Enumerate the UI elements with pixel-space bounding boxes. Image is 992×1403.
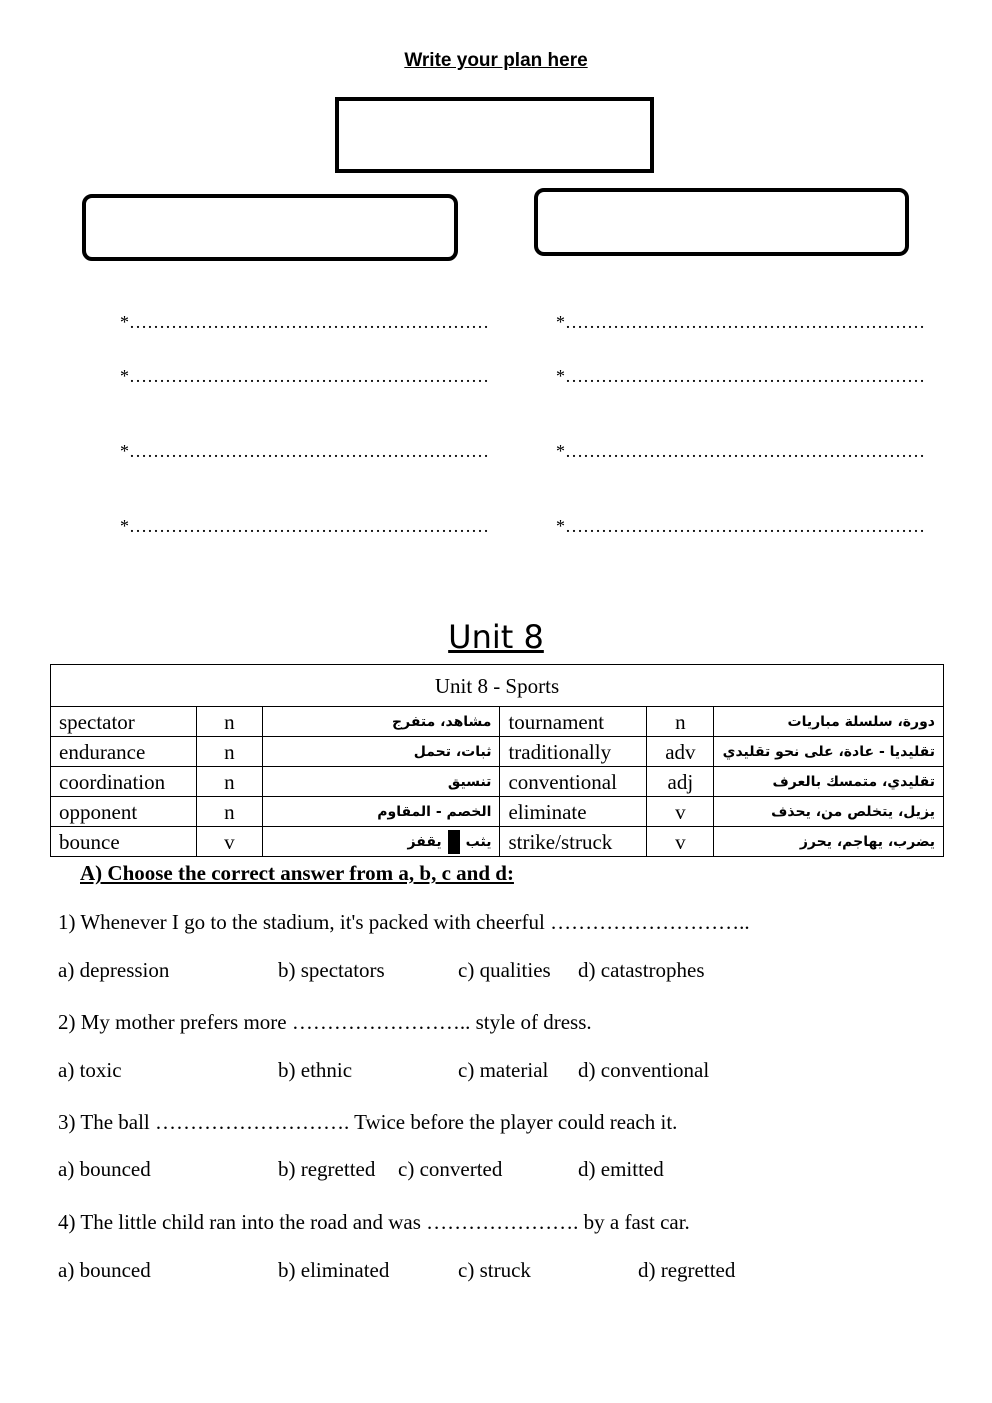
pos: v <box>647 797 714 827</box>
arabic-meaning: تقليدي، متمسك بالعرف <box>714 767 944 797</box>
plan-bullet-line: *…………………………………………………… <box>556 516 925 536</box>
arabic-meaning: يزيل، يتخلص من، يحذف <box>714 797 944 827</box>
word: traditionally <box>500 737 647 767</box>
option: c) qualities <box>458 958 551 982</box>
word: coordination <box>51 767 197 797</box>
word: opponent <box>51 797 197 827</box>
arabic-meaning <box>262 827 500 857</box>
plan-bullet-line: *…………………………………………………… <box>120 441 489 461</box>
vocab-caption: Unit 8 - Sports <box>51 665 944 707</box>
option: c) material <box>458 1058 549 1082</box>
unit-title: Unit 8 <box>448 618 544 656</box>
pos: n <box>196 737 262 767</box>
vocab-row <box>51 707 944 737</box>
arabic-meaning: ثبات، تحمل <box>262 737 500 767</box>
option: d) catastrophes <box>578 958 705 982</box>
plan-title: Write your plan here <box>404 50 588 71</box>
pos: n <box>196 707 262 737</box>
plan-bullet-line: *…………………………………………………… <box>120 516 489 536</box>
option: c) struck <box>458 1258 531 1282</box>
question: 4) The little child ran into the road and was …………………. by a fast car. <box>58 1210 690 1234</box>
plan-main-box <box>335 97 654 173</box>
option: a) bounced <box>58 1258 151 1282</box>
arabic-meaning: تقليديا - عادة، على نحو تقليدي <box>714 737 944 767</box>
option: d) regretted <box>638 1258 736 1282</box>
vocab-row <box>51 737 944 767</box>
option: a) toxic <box>58 1058 122 1082</box>
plan-bullet-line: *…………………………………………………… <box>120 312 489 332</box>
plan-right-box <box>534 188 909 256</box>
black-block <box>448 830 460 854</box>
option: d) emitted <box>578 1157 664 1181</box>
word: conventional <box>500 767 647 797</box>
word: endurance <box>51 737 197 767</box>
arabic-meaning: مشاهد، متفرج <box>262 707 500 737</box>
word: eliminate <box>500 797 647 827</box>
option: b) ethnic <box>278 1058 353 1082</box>
vocab-row <box>51 767 944 797</box>
arabic-meaning: يضرب، يهاجم، يحرز <box>714 827 944 857</box>
pos: v <box>196 827 262 857</box>
section-title: A) Choose the correct answer from a, b, c and d: <box>80 861 514 885</box>
option: b) regretted <box>278 1157 376 1181</box>
word: tournament <box>500 707 647 737</box>
pos: adv <box>647 737 714 767</box>
arabic-meaning: دورة، سلسلة مباريات <box>714 707 944 737</box>
option: b) eliminated <box>278 1258 390 1282</box>
vocab-table <box>50 664 944 857</box>
word: spectator <box>51 707 197 737</box>
question: 3) The ball ………………………. Twice before the player could reach it. <box>58 1110 678 1134</box>
option: d) conventional <box>578 1058 710 1082</box>
plan-bullet-line: *…………………………………………………… <box>556 366 925 386</box>
vocab-row <box>51 827 944 857</box>
vocab-row <box>51 797 944 827</box>
question: 2) My mother prefers more …………………….. style of dress. <box>58 1010 592 1034</box>
word: strike/struck <box>500 827 647 857</box>
arabic-meaning: الخصم - المقاوم <box>262 797 500 827</box>
option: b) spectators <box>278 958 385 982</box>
plan-bullet-line: *…………………………………………………… <box>556 312 925 332</box>
arabic-word: يقفز <box>407 833 442 850</box>
pos: n <box>196 767 262 797</box>
plan-bullet-line: *…………………………………………………… <box>120 366 489 386</box>
option: c) converted <box>398 1157 503 1181</box>
pos: n <box>647 707 714 737</box>
question: 1) Whenever I go to the stadium, it's packed with cheerful ……………………….. <box>58 910 750 934</box>
option: a) bounced <box>58 1157 151 1181</box>
option: a) depression <box>58 958 170 982</box>
plan-left-box <box>82 194 458 261</box>
pos: v <box>647 827 714 857</box>
word: bounce <box>51 827 197 857</box>
pos: n <box>196 797 262 827</box>
pos: adj <box>647 767 714 797</box>
arabic-meaning: تنسيق <box>262 767 500 797</box>
plan-bullet-line: *…………………………………………………… <box>556 441 925 461</box>
arabic-word: يثب <box>465 833 492 850</box>
